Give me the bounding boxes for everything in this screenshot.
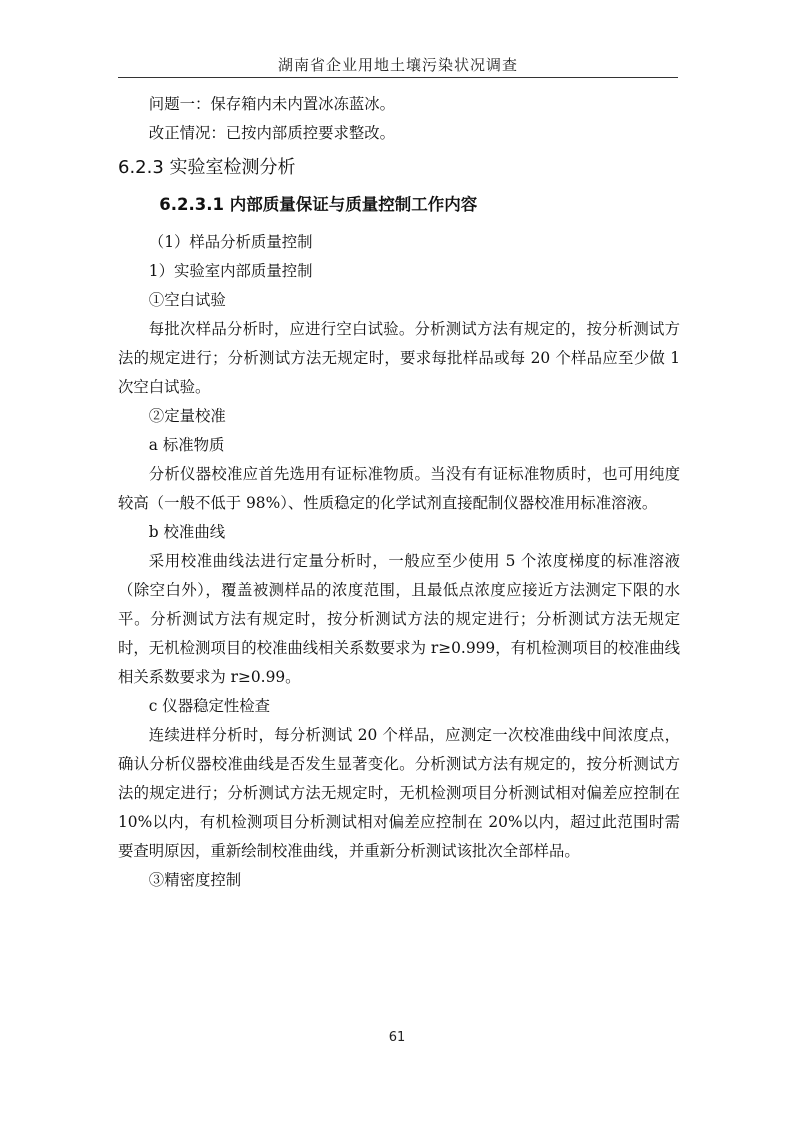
page-number: 61 — [388, 1030, 406, 1045]
correction-text: 改正情况：已按内部质控要求整改。 — [148, 124, 396, 142]
header-divider — [118, 77, 678, 78]
blank-test-paragraph: 每批次样品分析时，应进行空白试验。分析测试方法有规定的，按分析测试方法的规定进行；分析测试方法无规定时，要求每批样品或每 20 个样品应至少做 1 次空白试验。 — [118, 320, 680, 396]
page-header-title: 湖南省企业用地土壤污染状况调查 — [277, 56, 518, 74]
calibration-curve-heading: b 校准曲线 — [148, 523, 226, 541]
subsection-heading: 6.2.3.1 内部质量保证与质量控制工作内容 — [159, 195, 478, 214]
item-1-1-heading: 1）实验室内部质量控制 — [148, 262, 313, 280]
item-1-heading: （1）样品分析质量控制 — [148, 233, 313, 251]
blank-test-heading: ①空白试验 — [148, 291, 226, 309]
calibration-heading: ②定量校准 — [148, 407, 226, 425]
standard-material-paragraph: 分析仪器校准应首先选用有证标准物质。当没有有证标准物质时，也可用纯度较高（一般不低于 98%）、性质稳定的化学试剂直接配制仪器校准用标准溶液。 — [118, 465, 680, 512]
calibration-curve-paragraph: 采用校准曲线法进行定量分析时，一般应至少使用 5 个浓度梯度的标准溶液（除空白外），覆盖被测样品的浓度范围，且最低点浓度应接近方法测定下限的水平。分析测试方法有规定时，按分析测试方法的规定进行；分析测试方法无规定时，无机检测项目的校准曲线相关系数要求为 r≥0.999，有机检测项目的校准曲线相关系数要求为 r≥0.99。 — [118, 552, 680, 686]
issue-text: 问题一：保存箱内未内置冰冻蓝冰。 — [148, 95, 396, 113]
stability-heading: c 仪器稳定性检查 — [148, 697, 271, 715]
document-body — [118, 90, 680, 895]
precision-heading: ③精密度控制 — [148, 871, 242, 889]
stability-paragraph: 连续进样分析时，每分析测试 20 个样品，应测定一次校准曲线中间浓度点，确认分析仪器校准曲线是否发生显著变化。分析测试方法有规定的，按分析测试方法的规定进行；分析测试方法无规定时，无机检测项目分析测试相对偏差应控制在 10%以内，有机检测项目分析测试相对偏差应控制在 20%以内，超过此范围时需要查明原因，重新绘制校准曲线，并重新分析测试该批次全部样品。 — [118, 726, 680, 860]
standard-material-heading: a 标准物质 — [148, 436, 225, 454]
section-heading: 6.2.3 实验室检测分析 — [118, 157, 296, 178]
